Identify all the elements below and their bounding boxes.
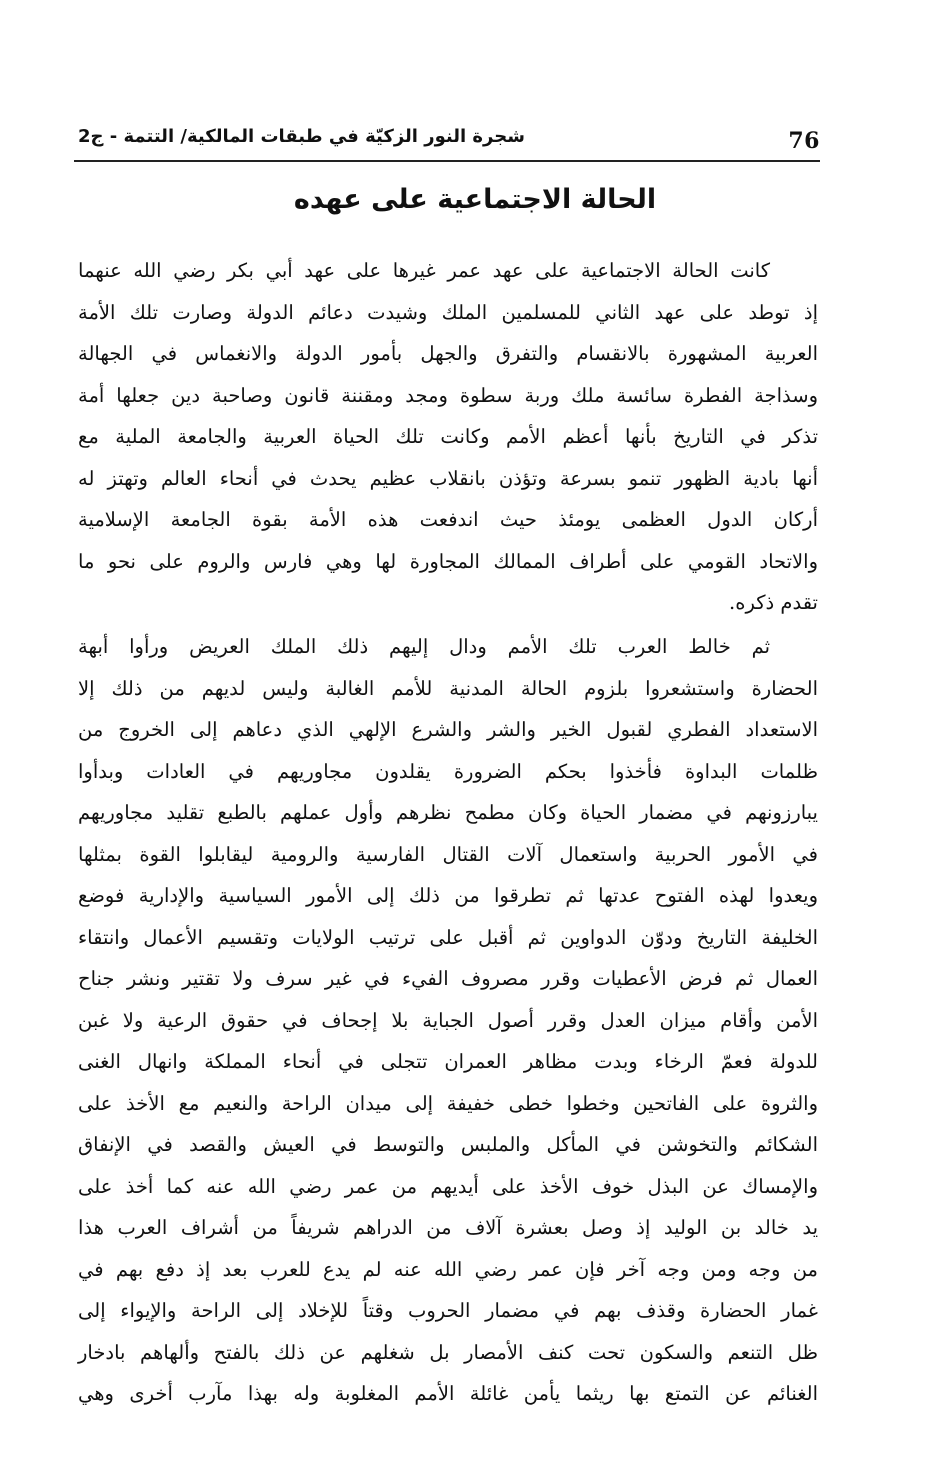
text-line: والثروة على الفاتحين وخطوا خطى خفيفة إلى ميدان الراحة والنعيم مع الأخذ على <box>78 1091 818 1115</box>
text-line: ثم خالط العرب تلك الأمم ودال إليهم ذلك الملك العريض ورأوا أبهة <box>78 635 770 658</box>
text-line: تذكر في التاريخ بأنها أعظم الأمم وكانت تلك الحياة العربية والجامعة الملية مع <box>78 425 818 448</box>
text-line: غمار الحضارة وقذف بهم في مضمار الحروب وقتاً للإخلاد إلى الراحة والإيواء إلى <box>78 1299 818 1322</box>
paragraph-1 <box>78 250 818 624</box>
header-rule <box>74 160 820 162</box>
text-line: الغنائم عن التمتع بها ريثما يأمن غائلة الأمم المغلوبة وله بهذا مآرب أخرى وهي <box>78 1382 818 1405</box>
text-line: أركان الدول العظمى يومئذ حيث اندفعت هذه الأمة بقوة الجامعة الإسلامية <box>78 508 818 531</box>
text-line: في الأمور الحربية واستعمال آلات القتال الفارسية والرومية ليقابلوا القوة بمثلها <box>78 842 818 866</box>
text-line: إذ توطد على عهد الثاني للمسلمين الملك وشيدت دعائم الدولة وصارت تلك الأمة <box>78 300 818 324</box>
text-line: الخليفة التاريخ ودوّن الدواوين ثم أقبل على ترتيب الولايات وتقسيم الأعمال وانتقاء <box>78 925 818 949</box>
text-line: والاتحاد القومي على أطراف الممالك المجاورة لها وهي فارس والروم على نحو ما <box>78 549 818 573</box>
text-line: ويعدوا لهذه الفتوح عدتها ثم تطرقوا من ذلك إلى الأمور السياسية والإدارية فوضع <box>78 884 818 907</box>
text-line: أنها بادية الظهور تنمو بسرعة وتؤذن بانقلاب عظيم يحدث في أنحاء العالم وتهتز له <box>78 466 818 490</box>
text-line: من وجه ومن وجه آخر فإن عمر رضي الله عنه لم يدع للعرب بعد إذ دفع بهم في <box>78 1257 818 1281</box>
text-line: يبارزونهم في مضمار الحياة وكان مطمح نظرهم وأول عملهم بالطبع تقليد مجاوريهم <box>78 801 818 824</box>
running-header <box>74 122 820 162</box>
paragraph-2 <box>78 626 818 1415</box>
text-line: والإمساك عن البذل خوف الأخذ على أيديهم من عمر رضي الله عنه كما أخذ على <box>78 1174 818 1198</box>
text-line: وسذاجة الفطرة سائسة ملك وربة سطوة ومجد ومقننة قانون وصاحبة دين جعلها أمة <box>78 383 818 407</box>
text-line: ظلمات البداوة فأخذوا بحكم الضرورة يقلدون مجاوريهم في العادات وبدأوا <box>78 759 818 783</box>
text-line: يد خالد بن الوليد إذ وصل بعشرة آلاف من الدراهم شريفاً من أشراف العرب هذا <box>78 1216 818 1239</box>
section-title: الحالة الاجتماعية على عهده <box>293 184 657 215</box>
text-line: العربية المشهورة بالانقسام والتفرق والجهل بأمور الدولة والانغماس في الجهالة <box>78 342 818 365</box>
text-line: العمال ثم فرض الأعطيات وقرر مصروف الفيء في غير سرف ولا تقتير ونشر جناح <box>78 967 818 990</box>
text-line: الشكائم والتخوشن في المأكل والملبس والتوسط في العيش والقصد في الإنفاق <box>78 1133 818 1156</box>
text-line: الأمن وأقام ميزان العدل وقرر أصول الجباية بلا إجحاف في حقوق الرعية ولا غبن <box>78 1008 818 1032</box>
text-line: ظل التنعم والسكون تحت كنف الأمصار بل شغلهم عن ذلك بالفتح وألهاهم بادخار <box>78 1340 818 1364</box>
text-line: للدولة فعمّ الرخاء وبدت مظاهر العمران تتجلى في أنحاء المملكة وانهال الغنى <box>78 1050 818 1073</box>
text-line: الاستعداد الفطري لقبول الخير والشر والشرع الإلهي الذي دعاهم إلى الخروج من <box>78 718 818 741</box>
text-line: تقدم ذكره. <box>729 591 818 614</box>
page-number: 76 <box>788 128 820 154</box>
running-header-title: شجرة النور الزكيّة في طبقات المالكية/ التتمة - ج2 <box>78 126 525 147</box>
text-line: كانت الحالة الاجتماعية على عهد عمر غيرها على عهد أبي بكر رضي الله عنهما <box>78 259 770 282</box>
text-line: الحضارة واستشعروا بلزوم الحالة المدنية للأمم الغالبة وليس لديهم من ذلك إلا <box>78 676 818 700</box>
